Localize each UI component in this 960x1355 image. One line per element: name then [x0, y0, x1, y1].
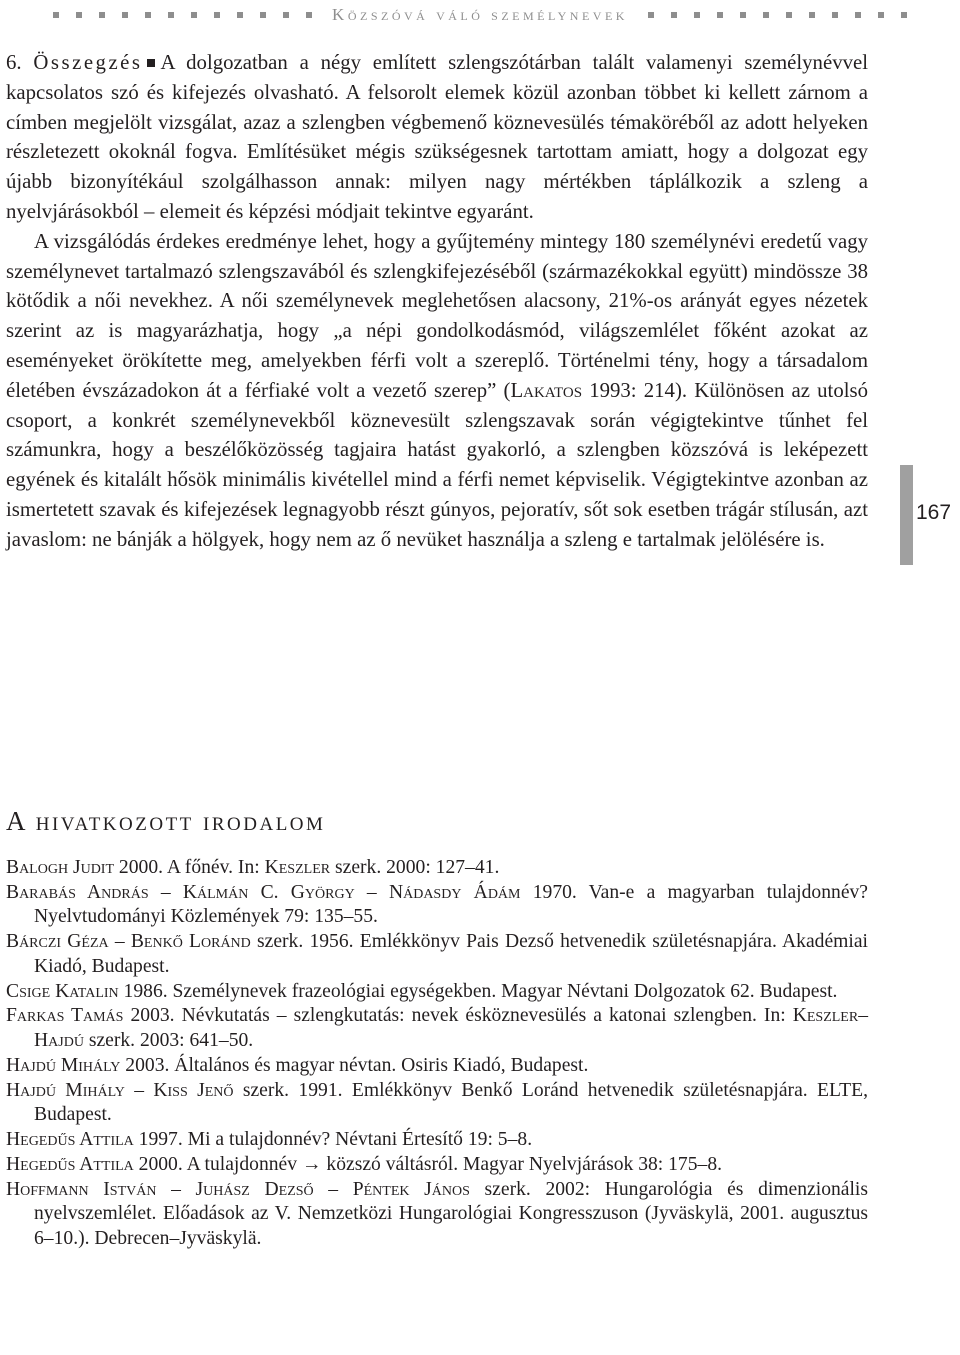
reference-item — [6, 856, 868, 880]
reference-text: 2003. Általános és magyar névtan. Osiris Kiadó, Budapest. — [120, 1054, 589, 1076]
reference-item — [6, 1004, 868, 1053]
reference-text: szerk. 1956. Emlékkönyv Pais Dezső hetvenedik születésnapjára. Akadémiai Kiadó, Budapest. — [34, 931, 868, 977]
reference-item — [6, 1128, 868, 1152]
reference-authors: Hegedűs Attila — [6, 1128, 134, 1150]
reference-authors: Hajdú Mihály — [6, 1054, 121, 1076]
reference-cited-editors: Keszler–Hajdú — [34, 1005, 868, 1051]
reference-text: 1970. Van-e a magyarban tulajdonnév? Nyelvtudományi Közlemények 79: 135–55. — [34, 881, 869, 928]
results-paragraph: A vizsgálódás érdekes eredménye lehet, hogy a gyűjtemény mintegy 180 személynévi eredetű vagy személynevet tartalmazó szlengszavából és szlengkifejezéséből (származékokkal együtt) mindössze 38 kötődik a női nevekhez. A női személynevek meglehetősen alacsony, 21%-os arányát egyes nézetek szerint az is magyarázhatja, hogy „a népi gondolkodásmód, világszemlélet főként azokat az eseményeket örökítette meg, amelyekben férfi volt a szereplő. Történelmi tény, hogy a társadalom életében évszázadokon át a férfiaké volt a vezető szerep” (Lakatos 1993: 214). Különösen az utolsó csoport, a konkrét személynevekből köznevesült szlengszavak során végigtekintve tűnhet fel számunkra, hogy a beszélőközösség tagjaira hatást gyakorló, a szlengben közszóvá is leképezett egyének és kitalált hősök minimális kivétellel mind a férfi nemet képviselik. Végigtekintve azonban az ismertetett szavak és kifejezések legnagyobb részt gúnyos, pejoratív, sőt sok esetben trágár stílusán, azt javaslom: ne bánják a hölgyek, hogy nem az ő nevüket használja a szleng e tartalmak jelölésére is. — [6, 229, 868, 551]
margin-bar — [900, 465, 913, 565]
reference-item — [6, 980, 868, 1004]
reference-text: 1997. Mi a tulajdonnév? Névtani Értesítő 19: 5–8. — [133, 1128, 533, 1150]
square-bullet-icon — [147, 59, 155, 67]
reference-text: 1986. Személynevek frazeológiai egységekben. Magyar Névtani Dolgozatok 62. Budapest. — [118, 980, 838, 1002]
reference-list — [6, 856, 868, 1252]
reference-item — [6, 881, 868, 930]
reference-authors: Barabás András – Kálmán C. György – Nádasdy Ádám — [6, 881, 521, 903]
section-number: 6. — [6, 51, 22, 74]
reference-authors: Hoffmann István – Juhász Dezső – Péntek János — [6, 1178, 470, 1200]
section-heading: Összegzés — [33, 51, 143, 74]
reference-authors: Balogh Judit — [6, 857, 115, 878]
reference-text: szerk. 1991. Emlékkönyv Benkő Loránd hetvenedik születésnapjára. ELTE, Budapest. — [34, 1079, 868, 1126]
reference-authors: Hajdú Mihály – Kiss Jenő — [6, 1079, 234, 1101]
running-head — [0, 4, 960, 26]
reference-text: 2000. A főnév. In: — [114, 857, 265, 878]
running-head-title: Közszóvá váló személynevek — [332, 5, 628, 24]
reference-text-tail: szerk. 2003: 641–50. — [83, 1029, 254, 1051]
reference-item — [6, 1054, 868, 1078]
reference-text-tail: szerk. 2000: 127–41. — [330, 857, 500, 878]
reference-item — [6, 1079, 868, 1128]
summary-paragraph — [6, 48, 868, 227]
reference-text: 2000. A tulajdonnév → közszó váltásról. Magyar Nyelvjárások 38: 175–8. — [133, 1153, 723, 1175]
reference-text: 2003. Névkutatás – szlengkutatás: nevek ésköznevesülés a katonai szlengben. In: — [123, 1005, 793, 1027]
reference-cited-editors: Keszler — [264, 857, 331, 878]
reference-authors: Csige Katalin — [6, 980, 119, 1002]
section-body — [6, 48, 868, 555]
reference-item — [6, 1153, 868, 1177]
reference-item — [6, 1178, 868, 1251]
reference-item — [6, 930, 868, 979]
references-heading: A hivatkozott irodalom — [6, 806, 326, 836]
reference-authors: Farkas Tamás — [6, 1005, 124, 1027]
paragraph-1-text: A dolgozatban a négy említett szlengszótárban talált valamenyi személynévvel kapcsolatos szó és kifejezés olvasható. A felsorolt elemek közül azonban többet ki kellett zárnom a címben megjelölt vizsgálat, azaz a szlengben végbemenő köznevesülés témaköréből az adott helyeken részletezett okoknál fogva. Említésüket mégis szükségesnek tartottam amiatt, hogy a dolgozat egy újabb bizonyítékául szolgálhasson annak: milyen nagy mértékben táplálkozik a szleng a nyelvjárásokból – elemeit és képzési módjait tekintve egyaránt. — [6, 51, 868, 223]
reference-text: szerk. 2002: Hungarológia és dimenzionális nyelvszemlélet. Előadások az V. Nemzetközi Hungarológiai Kongresszuson (Jyväskylä, 2001. augusztus 6–10.). Debrecen–Jyväskylä. — [34, 1178, 868, 1249]
page-number: 167 — [916, 501, 952, 524]
citation-author: Lakatos — [510, 378, 583, 402]
reference-authors: Bárczi Géza – Benkő Loránd — [6, 931, 251, 953]
reference-authors: Hegedűs Attila — [6, 1153, 134, 1175]
running-head-ornament-right — [648, 12, 907, 18]
running-head-ornament-left — [53, 12, 312, 18]
